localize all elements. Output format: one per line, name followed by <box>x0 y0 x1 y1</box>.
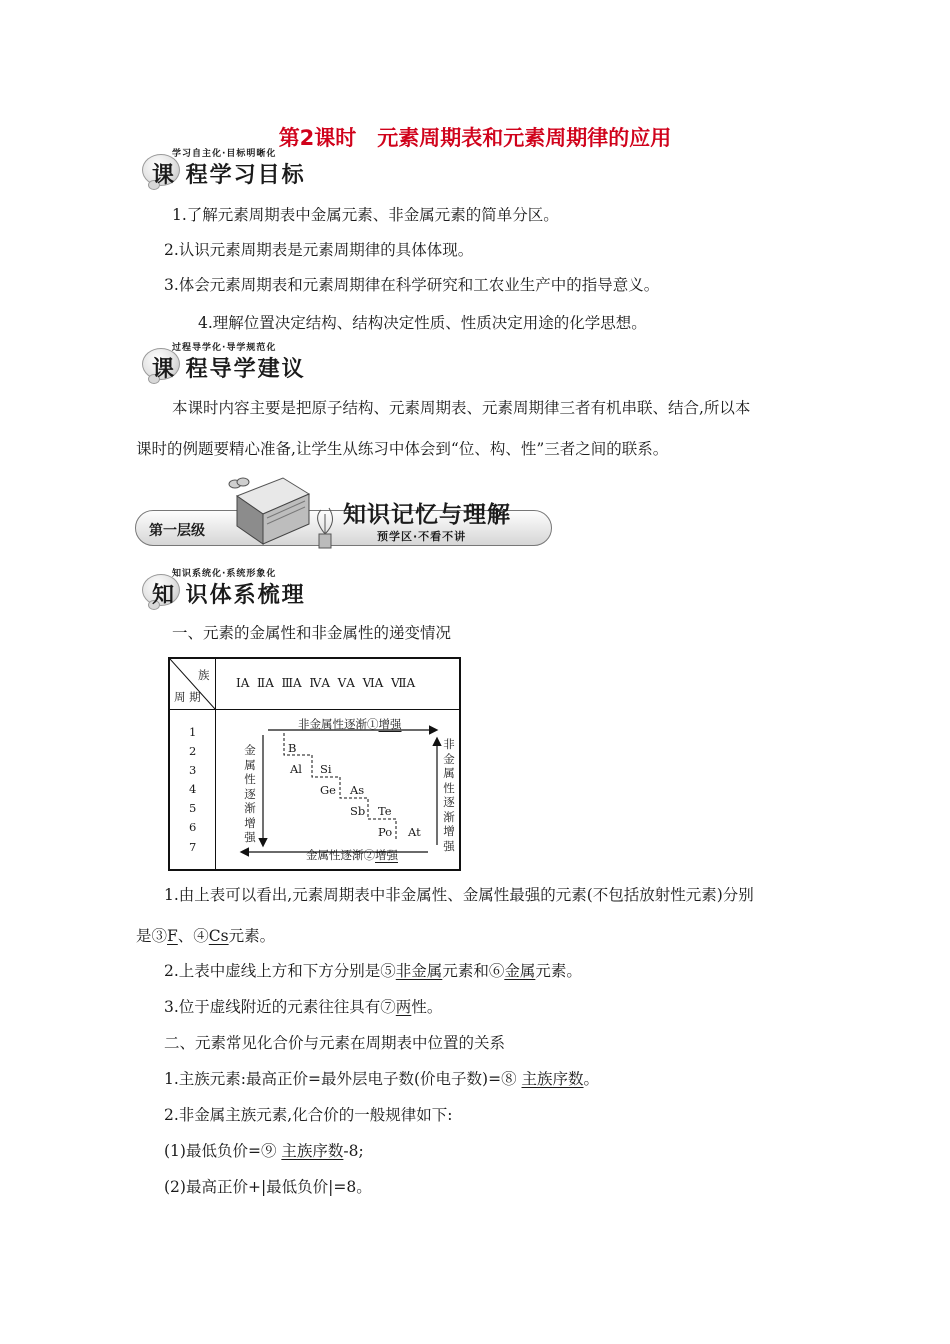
right-trend-label: 非金属性逐渐增强 <box>443 737 455 853</box>
banner-subtitle: 预学区·不看不讲 <box>377 530 467 543</box>
period-3: 3 <box>189 763 197 777</box>
period-6: 6 <box>189 820 197 834</box>
banner-heading: 知识记忆与理解 <box>343 502 511 528</box>
section-header-knowledge <box>142 566 402 616</box>
section-heading: 知 识体系梳理 <box>152 583 306 608</box>
section-header-objectives <box>142 146 402 196</box>
period-4: 4 <box>189 782 197 796</box>
corner-group-label: 族 <box>198 668 210 682</box>
objective-4: 4.理解位置决定结构、结构决定性质、性质决定用途的化学思想。 <box>198 314 647 332</box>
book-icon <box>223 474 318 546</box>
left-trend-label: 金属性逐渐增强 <box>244 743 256 844</box>
part-2-item-4: (2)最高正价+|最低负价|=8。 <box>164 1178 372 1196</box>
element-Sb: Sb <box>350 804 366 818</box>
element-B: B <box>288 741 297 755</box>
part-2-title: 二、元素常见化合价与元素在周期表中位置的关系 <box>164 1034 506 1052</box>
corner-period-label: 周 期 <box>174 690 201 704</box>
element-Ge: Ge <box>320 783 336 797</box>
bottom-trend-label: 金属性逐渐②增强 <box>306 848 398 862</box>
part-2-item-1: 1.主族元素:最高正价=最外层电子数(价电子数)=⑧ 主族序数。 <box>164 1070 600 1088</box>
level-banner <box>135 468 555 558</box>
element-At: At <box>408 825 421 839</box>
element-Al: Al <box>290 762 302 776</box>
element-Si: Si <box>320 762 332 776</box>
period-2: 2 <box>189 744 197 758</box>
part-2-item-3: (1)最低负价=⑨ 主族序数-8; <box>164 1142 364 1160</box>
section-heading: 课 程导学建议 <box>152 357 306 382</box>
suggestion-line-1: 本课时内容主要是把原子结构、元素周期表、元素周期律三者有机串联、结合,所以本 <box>172 399 751 417</box>
section-header-suggestion <box>142 340 402 390</box>
element-As: As <box>350 783 365 797</box>
section-tagline: 学习自主化·目标明晰化 <box>172 149 277 159</box>
periodic-trend-diagram <box>168 657 461 871</box>
section-tagline: 过程导学化·导学规范化 <box>172 343 277 353</box>
element-Po: Po <box>378 825 393 839</box>
page-title: 第2课时 元素周期表和元素周期律的应用 <box>278 126 672 150</box>
q1-line-2: 是③F、④Cs元素。 <box>136 927 276 945</box>
section-heading: 课 程学习目标 <box>152 163 306 188</box>
plant-icon <box>313 502 337 550</box>
group-headers: ⅠA ⅡA ⅢA ⅣA ⅤA ⅥA ⅦA <box>236 676 416 690</box>
period-7: 7 <box>189 840 197 854</box>
part-2-item-2: 2.非金属主族元素,化合价的一般规律如下: <box>164 1106 453 1124</box>
part-1-title: 一、元素的金属性和非金属性的递变情况 <box>172 624 452 642</box>
objective-1: 1.了解元素周期表中金属元素、非金属元素的简单分区。 <box>172 206 559 224</box>
objective-3: 3.体会元素周期表和元素周期律在科学研究和工农业生产中的指导意义。 <box>164 276 660 294</box>
element-Te: Te <box>378 804 392 818</box>
period-5: 5 <box>189 801 197 815</box>
top-trend-label: 非金属性逐渐①增强 <box>298 717 402 731</box>
banner-level: 第一层级 <box>149 523 205 539</box>
q2-line: 2.上表中虚线上方和下方分别是⑤非金属元素和⑥金属元素。 <box>164 962 582 980</box>
period-1: 1 <box>189 725 197 739</box>
column-divider <box>215 659 216 869</box>
suggestion-line-2: 课时的例题要精心准备,让学生从练习中体会到“位、构、性”三者之间的联系。 <box>136 440 669 458</box>
q1-line-1: 1.由上表可以看出,元素周期表中非金属性、金属性最强的元素(不包括放射性元素)分别 <box>164 886 754 904</box>
objective-2: 2.认识元素周期表是元素周期律的具体体现。 <box>164 241 474 259</box>
q3-line: 3.位于虚线附近的元素往往具有⑦两性。 <box>164 998 443 1016</box>
section-tagline: 知识系统化·系统形象化 <box>172 569 277 579</box>
header-divider <box>170 709 459 710</box>
